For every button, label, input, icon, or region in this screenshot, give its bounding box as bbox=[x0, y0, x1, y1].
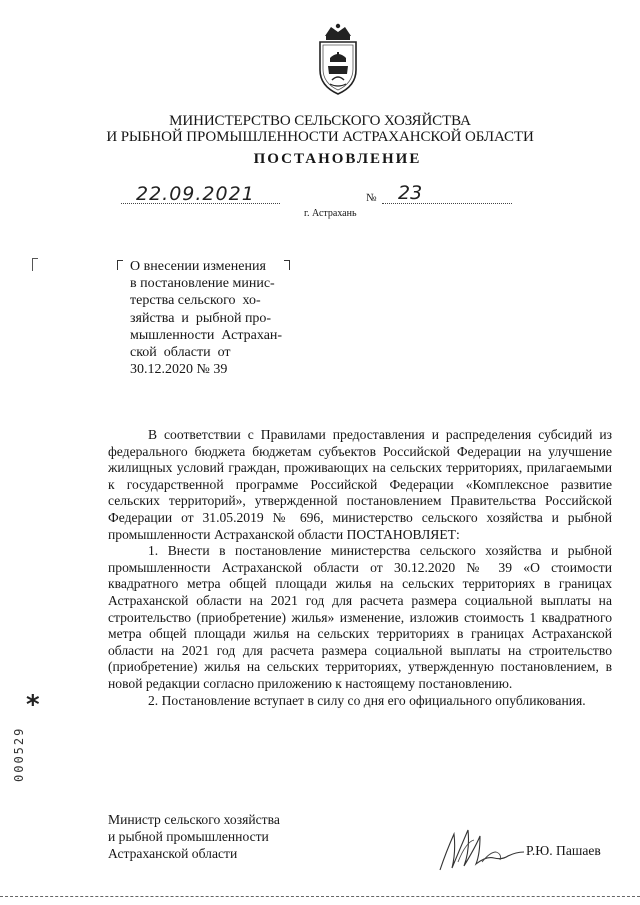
document-date: 22.09.2021 bbox=[136, 183, 255, 205]
ministry-name bbox=[60, 113, 580, 145]
signer-position bbox=[108, 811, 280, 862]
coat-of-arms-emblem bbox=[313, 22, 363, 98]
document-subject: О внесении изменения в постановление минис- терства сельского хо- зяйства и рыбной про- мышленности Астрахан- ской области от 30.12.2020 № 39 bbox=[130, 259, 283, 378]
margin-corner-mark bbox=[32, 258, 38, 271]
number-sign: № bbox=[366, 192, 377, 204]
document-type-title: ПОСТАНОВЛЕНИЕ bbox=[253, 151, 422, 167]
registration-asterisk: * bbox=[26, 690, 40, 720]
document-city: г. Астрахань bbox=[304, 208, 357, 219]
ministry-name-line-2: И РЫБНОЙ ПРОМЫШЛЕННОСТИ АСТРАХАНСКОЙ ОБЛАСТИ bbox=[106, 129, 534, 145]
document-body bbox=[108, 427, 612, 709]
signer-position-line-3: Астраханской области bbox=[108, 846, 238, 861]
registration-number: 000529 bbox=[12, 726, 26, 782]
subject-left-bracket bbox=[117, 260, 123, 270]
signer-name: Р.Ю. Пашаев bbox=[526, 843, 601, 858]
signer-position-line-2: и рыбной промышленности bbox=[108, 829, 269, 844]
body-paragraph-item-2: 2. Постановление вступает в силу со дня его официального опубликования. bbox=[148, 692, 586, 708]
body-paragraph-item-1: 1. Внести в постановление министерства сельского хозяйства и рыбной промышленности Астраханской области от 30.12.2020 № 39 «О стоимости квадратного метра общей площади жилья на сельских территориях в границах Астраханской области на 2021 год для расчета размера социальной выплаты на строительство (приобретение) жилья» изменение, изложив стоимость 1 квадратного метра общей площади жилья на сельских территориях в границах Астраханской области на 2021 год для расчета размера социальной выплаты на строительство (приобретение) жилья на сельских территориях, утвержденную постановлением, в новой редакции согласно приложению к настоящему постановлению. bbox=[108, 543, 612, 691]
handwritten-signature bbox=[436, 822, 528, 874]
signer-position-line-1: Министр сельского хозяйства bbox=[108, 812, 280, 827]
ministry-name-line-1: МИНИСТЕРСТВО СЕЛЬСКОГО ХОЗЯЙСТВА bbox=[169, 113, 471, 129]
bottom-dashed-rule bbox=[0, 896, 640, 897]
document-number: 23 bbox=[398, 182, 423, 204]
body-paragraph-preamble: В соответствии с Правилами предоставления и распределения субсидий из федерального бюджета бюджетам субъектов Российской Федерации на улучшение жилищных условий граждан, проживающих на сельских территориях, прилагаемыми к государственной программе Российской Федерации «Комплексное развитие сельских территорий», утвержденной постановлением Правительства Российской Федерации от 31.05.2019 № 696, министерство сельского хозяйства и рыбной промышленности Астраханской области ПОСТАНОВЛЯЕТ: bbox=[108, 427, 612, 542]
